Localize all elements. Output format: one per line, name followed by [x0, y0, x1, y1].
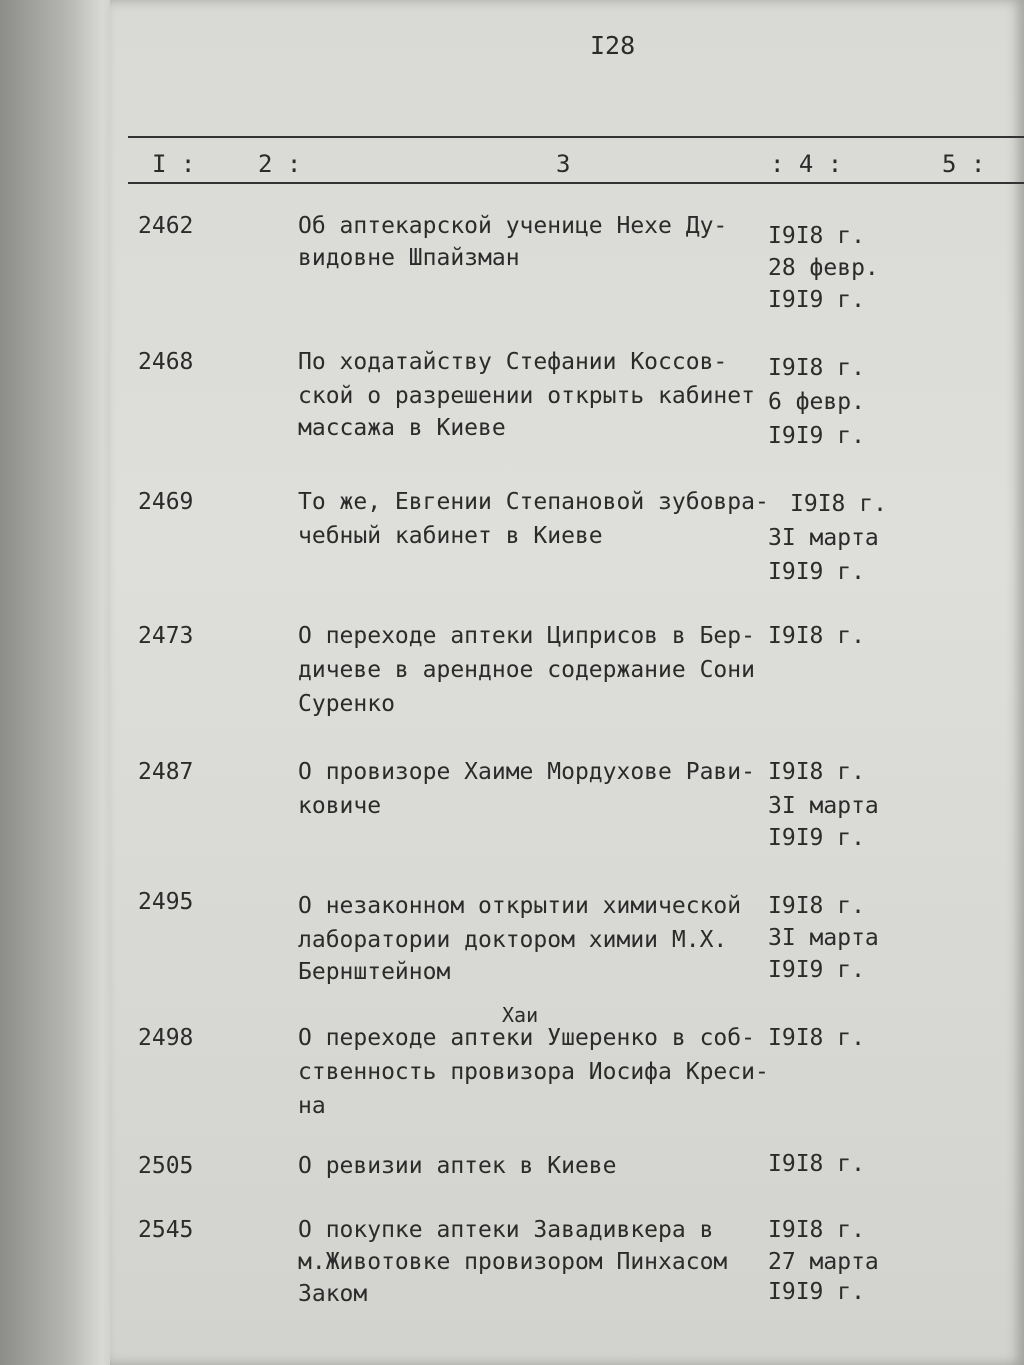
- case-title-line: дичеве в арендное содержание Сони: [298, 657, 755, 683]
- case-title-line: О переходе аптеки Ушеренко в соб-: [298, 1025, 755, 1051]
- case-title-line: По ходатайству Стефании Коссов-: [298, 349, 728, 375]
- case-date-line: I9I9 г.: [768, 1279, 865, 1305]
- case-title-line: О незаконном открытии химической: [298, 893, 742, 919]
- case-title-line: ской о разрешении открыть кабинет: [298, 383, 755, 409]
- case-number: 2505: [138, 1153, 194, 1179]
- case-date-line: 28 февр.: [768, 255, 879, 281]
- case-title-line: То же, Евгении Степановой зубовра-: [298, 489, 769, 515]
- case-date-line: 6 февр.: [768, 389, 865, 415]
- case-title-line: лаборатории доктором химии М.Х.: [298, 927, 728, 953]
- case-title-line: Суренко: [298, 691, 395, 717]
- case-date-line: I9I8 г.: [768, 1151, 865, 1177]
- case-title-line: массажа в Киеве: [298, 415, 506, 441]
- case-title-line: О ревизии аптек в Киеве: [298, 1153, 617, 1179]
- case-title-line: Заком: [298, 1281, 368, 1307]
- case-title-line: ственность провизора Иосифа Креси-: [298, 1059, 769, 1085]
- case-number: 2473: [138, 623, 194, 649]
- case-number: 2462: [138, 213, 194, 239]
- case-number: 2469: [138, 489, 194, 515]
- case-title-line: чебный кабинет в Киеве: [298, 523, 603, 549]
- case-date-line: I9I9 г.: [768, 957, 865, 983]
- case-date-line: I9I9 г.: [768, 287, 865, 313]
- case-number: 2495: [138, 889, 194, 915]
- case-date-line: I9I8 г.: [768, 759, 865, 785]
- case-title-line: Бернштейном: [298, 959, 451, 985]
- table-top-rule: [128, 136, 1024, 138]
- case-title-line: м.Животовке провизором Пинхасом: [298, 1249, 728, 1275]
- case-title-line: Об аптекарской ученице Нехе Ду-: [298, 213, 728, 239]
- case-date-line: I9I8 г.: [768, 1217, 865, 1243]
- case-date-line: I9I9 г.: [768, 825, 865, 851]
- case-title-line: О покупке аптеки Завадивкера в: [298, 1217, 714, 1243]
- case-date-line: I9I9 г.: [768, 559, 865, 585]
- case-date-line: I9I8 г.: [768, 623, 865, 649]
- case-date-line: I9I9 г.: [768, 423, 865, 449]
- case-date-line: 3I марта: [768, 925, 879, 951]
- page-number: I28: [590, 31, 636, 60]
- column-header-4: : 4 :: [770, 150, 843, 178]
- case-title-line: видовне Шпайзман: [298, 245, 520, 271]
- column-header-5: 5 :: [942, 150, 986, 178]
- case-number: 2545: [138, 1217, 194, 1243]
- case-date-line: I9I8 г.: [768, 893, 865, 919]
- column-header-3: 3: [556, 150, 571, 178]
- document-page: [110, 0, 1024, 1365]
- case-date-line: I9I8 г.: [790, 491, 887, 517]
- column-header-1: I :: [152, 150, 196, 178]
- handwritten-insert: Хаи: [502, 1003, 539, 1027]
- case-number: 2468: [138, 349, 194, 375]
- book-spine: [0, 0, 120, 1365]
- case-title-line: О провизоре Хаиме Мордухове Рави-: [298, 759, 755, 785]
- case-date-line: 3I марта: [768, 525, 879, 551]
- case-title-line: О переходе аптеки Циприсов в Бер-: [298, 623, 755, 649]
- case-number: 2487: [138, 759, 194, 785]
- case-title-line: ковиче: [298, 793, 382, 819]
- column-header-2: 2 :: [258, 150, 302, 178]
- case-date-line: 3I марта: [768, 793, 879, 819]
- case-date-line: 27 марта: [768, 1249, 879, 1275]
- table-header-rule: [128, 182, 1024, 184]
- case-number: 2498: [138, 1025, 194, 1051]
- case-date-line: I9I8 г.: [768, 1025, 865, 1051]
- case-date-line: I9I8 г.: [768, 223, 865, 249]
- case-title-line: на: [298, 1093, 326, 1119]
- case-date-line: I9I8 г.: [768, 355, 865, 381]
